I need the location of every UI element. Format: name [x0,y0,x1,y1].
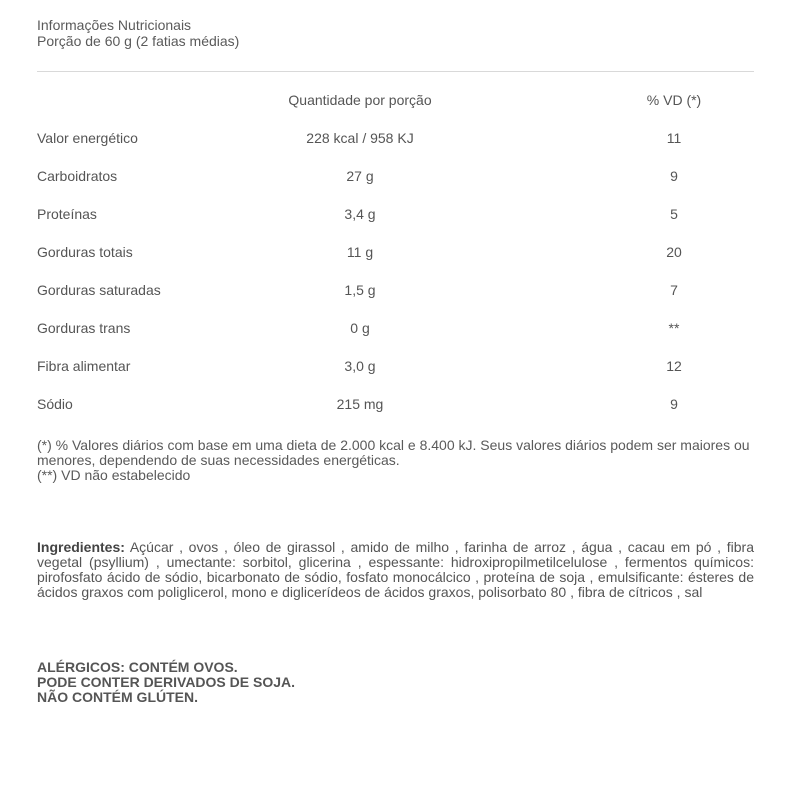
nutrient-name: Gorduras totais [37,244,133,260]
nutrient-quantity: 1,5 g [344,282,376,298]
table-row [37,240,754,278]
nutrient-name: Carboidratos [37,168,118,184]
nutrient-daily-value: 7 [670,282,678,298]
nutrient-quantity: 0 g [350,320,370,336]
table-row [37,392,754,430]
table-row [37,126,754,164]
portion-size: Porção de 60 g (2 fatias médias) [37,33,240,49]
ingredients-label: Ingredientes: [37,539,125,555]
nutrient-quantity: 228 kcal / 958 KJ [306,130,414,146]
column-header-quantity: Quantidade por porção [288,92,432,108]
nutrient-quantity: 3,4 g [344,206,376,222]
table-row [37,202,754,240]
nutrition-table [37,88,754,430]
footnote-not-established: (**) VD não estabelecido [37,467,191,483]
allergen-gluten-free: NÃO CONTÉM GLÚTEN. [37,689,198,705]
allergen-may-contain-soy: PODE CONTER DERIVADOS DE SOJA. [37,674,296,690]
nutrient-daily-value: 9 [670,168,678,184]
nutrient-name: Fibra alimentar [37,358,131,374]
table-header-row [37,88,754,126]
nutrient-daily-value: 20 [666,244,682,260]
nutrient-name: Proteínas [37,206,97,222]
table-row [37,316,754,354]
nutrient-quantity: 215 mg [336,396,384,412]
nutrient-name: Gorduras trans [37,320,131,336]
nutrient-daily-value: 9 [670,396,678,412]
nutrient-name: Gorduras saturadas [37,282,161,298]
nutrient-daily-value: 11 [666,130,682,146]
nutrition-header [37,17,757,49]
nutrient-quantity: 3,0 g [344,358,376,374]
header-divider [37,71,754,72]
footnotes [37,438,757,483]
nutrient-daily-value: 5 [670,206,678,222]
nutrient-name: Sódio [37,396,73,412]
footnote-daily-values: (*) % Valores diários com base em uma dieta de 2.000 kcal e 8.400 kJ. Seus valores diários podem ser maiores ou menores, dependendo de suas necessidades energéticas. [37,437,750,468]
table-row [37,164,754,202]
allergens-section [37,660,757,705]
table-row [37,278,754,316]
nutrient-daily-value: 12 [666,358,682,374]
nutrient-quantity: 27 g [346,168,374,184]
ingredients-section [37,540,754,600]
ingredients-list: Açúcar , ovos , óleo de girassol , amido de milho , farinha de arroz , água , cacau em pó , fibra vegetal (psyllium) , umectante: sorbitol, glicerina , espessante: hidroxipropilmetilcelulose , fermentos químicos: pirofosfato ácido de sódio, bicarbonato de sódio, fosfato monocálcico , proteína de soja , emulsificante: ésteres de ácidos graxos com poliglicerol, mono e diglicerídeos de ácidos graxos, polisorbato 80 , fibra de cítricos , sal [37,539,754,600]
nutrition-title: Informações Nutricionais [37,17,192,33]
nutrient-name: Valor energético [37,130,138,146]
column-header-daily-value: % VD (*) [646,92,702,108]
nutrient-daily-value: ** [668,320,680,336]
allergen-contains-eggs: ALÉRGICOS: CONTÉM OVOS. [37,659,238,675]
table-row [37,354,754,392]
nutrient-quantity: 11 g [346,244,374,260]
